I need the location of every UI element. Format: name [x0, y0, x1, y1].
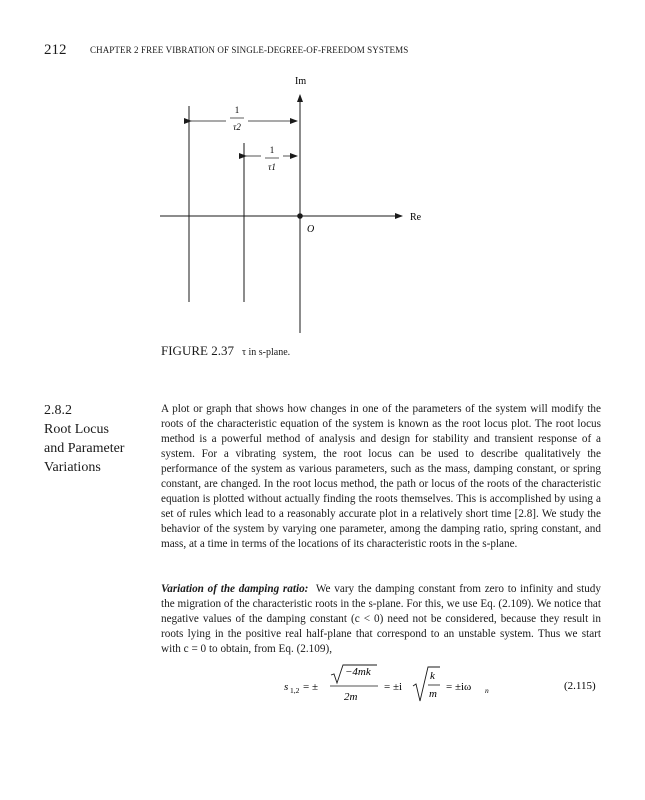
- figure-caption: [161, 343, 290, 359]
- dim-inner-numerator: 1: [269, 145, 275, 155]
- eq-pm-1: = ±: [303, 681, 318, 693]
- equation-2-115: [0, 664, 645, 704]
- dim-outer-numerator: 1: [234, 105, 240, 115]
- re-axis-label: Re: [410, 212, 422, 223]
- eq-pm-2: = ±i: [384, 681, 403, 693]
- paragraph-run-in-heading: Variation of the damping ratio:: [161, 583, 309, 595]
- origin-label: O: [307, 224, 315, 235]
- origin-point: [297, 213, 303, 219]
- eq-lhs-sub: 1,2: [290, 686, 300, 695]
- figure-caption-label: FIGURE 2.37: [161, 343, 234, 358]
- im-axis-label: Im: [295, 76, 307, 87]
- body-paragraph-1: A plot or graph that shows how changes in one of the parameters of the system will modify the roots of the characteristic equation of the system is known as the root locus plot. The root locus method is a powerful method of analysis and design for stability and transient response of a system. For a vibrating system, the root locus can be used to describe qualitatively the performance of the system as various parameters, such as the mass, damping constant, or spring constant, are changed. In the root locus method, the path or locus of the roots of the characteristic equation is plotted without actually finding the roots themselves. This is accomplished by using a set of rules which lead to a reasonably accurate plot in a relatively short time [2.8]. We study the behavior of the system by varying one parameter, among the damping ratio, spring constant, and mass, at a time in terms of the locations of its characteristic roots in the s-plane.: [161, 403, 601, 550]
- eq-rhs-sub: n: [485, 686, 489, 695]
- section-title-line-3: Variations: [44, 460, 101, 475]
- dim-outer-denominator: τ2: [233, 122, 241, 132]
- s-plane-figure: [0, 0, 645, 340]
- section-title-line-1: Root Locus: [44, 422, 109, 437]
- dim-inner-denominator: τ1: [268, 162, 276, 172]
- section-title-line-2: and Parameter: [44, 441, 125, 456]
- section-heading: [44, 401, 154, 477]
- eq-frac2-num: k: [430, 670, 435, 682]
- figure-caption-text: τ in s-plane.: [241, 347, 291, 358]
- eq-lhs-var: s: [284, 681, 289, 693]
- running-header: CHAPTER 2 FREE VIBRATION OF SINGLE-DEGREE-OF-FREEDOM SYSTEMS: [90, 45, 409, 55]
- eq-frac1-den: 2m: [344, 691, 358, 703]
- eq-frac1-num: −4mk: [345, 666, 371, 678]
- section-number: 2.8.2: [44, 403, 72, 418]
- paragraph-2-text: We vary the damping constant from zero to infinity and study the migration of the characteristic roots in the s-plane. For this, we use Eq. (2.109). We notice that negative values of the damping constant (c < 0) need not be considered, because they result in roots lying in the positive real half-plane that correspond to an unstable system. Thus we start with c = 0 to obtain, from Eq. (2.109),: [161, 583, 601, 655]
- body-paragraph-2: [161, 582, 601, 657]
- eq-rhs: = ±iω: [446, 681, 472, 693]
- eq-number: (2.115): [564, 680, 596, 692]
- eq-frac2-den: m: [429, 688, 437, 700]
- page-number: 212: [44, 42, 67, 58]
